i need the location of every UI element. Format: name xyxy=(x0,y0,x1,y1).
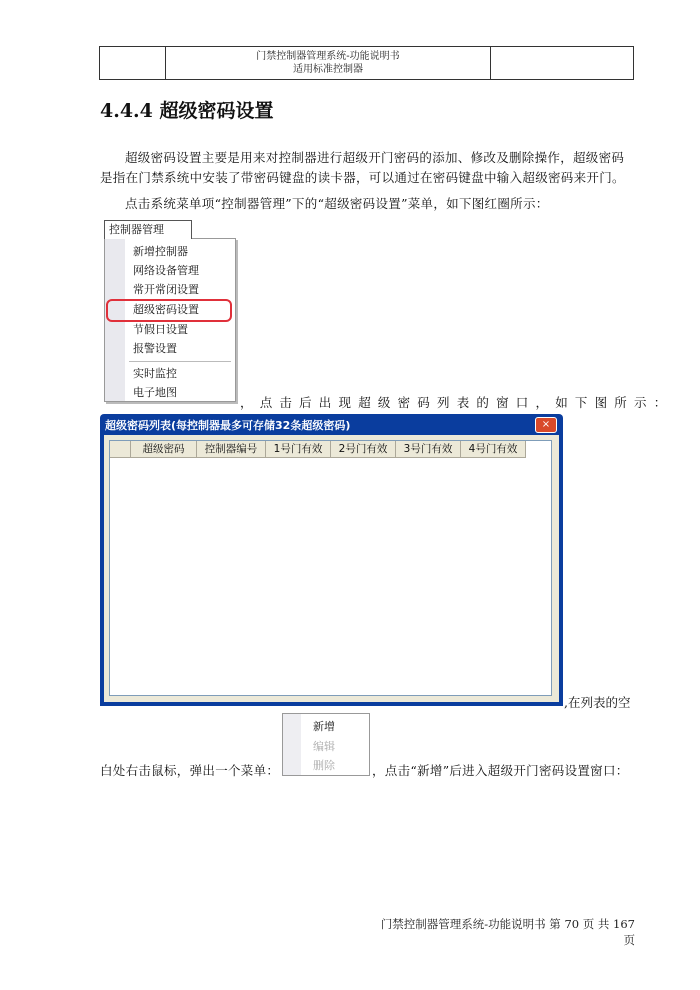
page-header xyxy=(99,46,634,80)
column-header-controller-id[interactable]: 控制器编号 xyxy=(197,441,266,458)
menu-item-super-password[interactable]: 超级密码设置 xyxy=(133,303,199,316)
menu-item-add-controller[interactable]: 新增控制器 xyxy=(133,245,188,258)
window-instruction: ，点击后出现超级密码列表的窗口，如下图所示： xyxy=(240,395,674,410)
menu-instruction: 点击系统菜单项“控制器管理”下的“超级密码设置”菜单，如下图红圈所示： xyxy=(125,196,549,211)
red-highlight-circle xyxy=(106,299,232,322)
popup-item-edit: 编辑 xyxy=(313,740,335,753)
popup-instruction-right: ，点击“新增”后进入超级开门密码设置窗口： xyxy=(372,763,629,778)
menu-item-open-close[interactable]: 常开常闭设置 xyxy=(133,283,199,296)
menu-item-monitor[interactable]: 实时监控 xyxy=(133,367,177,380)
menu-tab-controller-management[interactable]: 控制器管理 xyxy=(104,220,192,239)
menu-item-map[interactable]: 电子地图 xyxy=(133,386,177,399)
list-instruction: ,在列表的空 xyxy=(564,695,631,710)
popup-item-delete: 删除 xyxy=(313,759,335,772)
menu-item-network-device[interactable]: 网络设备管理 xyxy=(133,264,199,277)
menu-separator xyxy=(129,361,231,362)
column-header-door2[interactable]: 2号门有效 xyxy=(331,441,396,458)
close-button[interactable]: × xyxy=(535,417,557,433)
column-header-door3[interactable]: 3号门有效 xyxy=(396,441,461,458)
menu-item-holiday[interactable]: 节假日设置 xyxy=(133,323,188,336)
header-title: 门禁控制器管理系统-功能说明书 xyxy=(256,51,400,62)
section-title: 4.4.4 超级密码设置 xyxy=(100,100,274,122)
super-password-window xyxy=(100,414,563,706)
window-body xyxy=(104,435,559,702)
header-subtitle: 适用标准控制器 xyxy=(293,64,363,75)
header-right-cell xyxy=(491,47,634,80)
popup-icon-strip xyxy=(283,714,301,775)
column-header-door4[interactable]: 4号门有效 xyxy=(461,441,526,458)
column-header-super-password[interactable]: 超级密码 xyxy=(131,441,197,458)
intro-paragraph: 超级密码设置主要是用来对控制器进行超级开门密码的添加、修改及删除操作，超级密码是指在门禁系统中安装了带密码键盘的读卡器，可以通过在密码键盘中输入超级密码来开门。 xyxy=(100,150,625,185)
popup-instruction-left: 白处右击鼠标，弹出一个菜单： xyxy=(100,763,280,778)
popup-item-add[interactable]: 新增 xyxy=(313,720,335,733)
super-password-list[interactable] xyxy=(109,440,552,696)
page-footer: 门禁控制器管理系统-功能说明书 第 70 页 共 167 页 xyxy=(380,917,635,947)
header-left-cell xyxy=(100,47,166,80)
window-title: 超级密码列表(每控制器最多可存储32条超级密码) xyxy=(105,419,351,432)
header-center-cell xyxy=(166,47,491,80)
context-popup-menu xyxy=(282,713,370,776)
menu-item-alarm[interactable]: 报警设置 xyxy=(133,342,177,355)
column-header-door1[interactable]: 1号门有效 xyxy=(266,441,331,458)
column-header-blank xyxy=(110,441,131,458)
